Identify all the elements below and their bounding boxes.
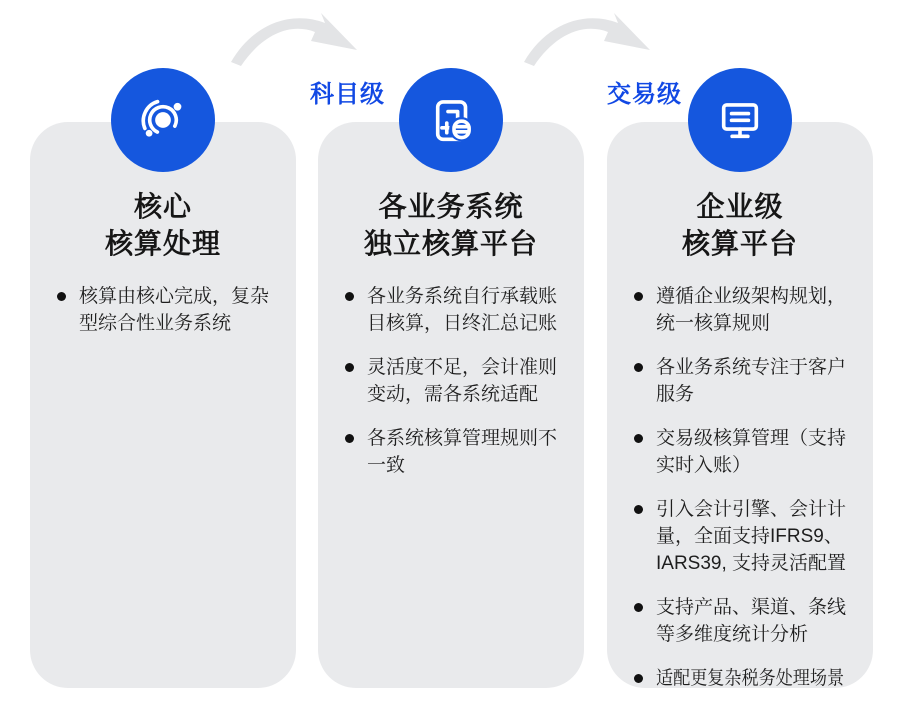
bullet-text: 各系统核算管理规则不一致 [367, 428, 558, 476]
bullet-dot [634, 292, 643, 301]
bullet-item [634, 425, 857, 479]
bullet-text: 各业务系统专注于客户服务 [656, 357, 847, 405]
card-title-line1: 各业务系统 [378, 191, 524, 222]
bullet-text: 灵活度不足，会计准则变动，需各系统适配 [367, 357, 558, 405]
bullet-item [634, 496, 857, 577]
ledger-calculator-icon [399, 68, 503, 172]
stage-label-subject-level: 科目级 [310, 81, 385, 108]
bullet-item [634, 594, 857, 648]
bullet-dot [634, 505, 643, 514]
monitor-icon [688, 68, 792, 172]
bullet-item [345, 425, 568, 479]
bullet-text: 支持产品、渠道、条线等多维度统计分析 [656, 597, 847, 645]
stage-label-transaction-level: 交易级 [607, 81, 682, 108]
bullet-dot [634, 434, 643, 443]
bullet-text: 各业务系统自行承载账目核算，日终汇总记账 [367, 286, 558, 334]
bullet-text: 核算由核心完成，复杂型综合性业务系统 [79, 286, 270, 334]
card-core-accounting [30, 122, 296, 688]
bullet-text: 交易级核算管理（支持实时入账） [656, 428, 847, 476]
bullet-list-core [30, 283, 296, 337]
card-title-enterprise [607, 188, 873, 262]
card-title-line2: 核算处理 [104, 228, 221, 259]
bullet-text: 遵循企业级架构规划，统一核算规则 [656, 286, 847, 334]
card-independent-accounting [318, 122, 584, 688]
bullet-dot [345, 292, 354, 301]
bullet-list-independent [318, 283, 584, 479]
bullet-dot [634, 674, 643, 683]
bullet-item [57, 283, 280, 337]
card-enterprise-accounting [607, 122, 873, 688]
bullet-item [634, 354, 857, 408]
card-title-line1: 企业级 [696, 191, 784, 222]
bullet-dot [57, 292, 66, 301]
bullet-text: 引入会计引擎、会计计量，全面支持IFRS9、IARS39, 支持灵活配置 [656, 499, 847, 574]
card-title-line2: 独立核算平台 [363, 228, 538, 259]
bullet-dot [345, 363, 354, 372]
card-title-line2: 核算平台 [681, 228, 798, 259]
card-title-core [30, 188, 296, 262]
curved-arrow-icon-1 [227, 8, 369, 72]
bullet-item [345, 283, 568, 337]
bullet-text: 适配更复杂税务处理场景 [656, 668, 845, 689]
bullet-item [345, 354, 568, 408]
card-title-line1: 核心 [133, 191, 192, 222]
curved-arrow-icon-2 [520, 8, 662, 72]
card-title-independent [318, 188, 584, 262]
bullet-dot [345, 434, 354, 443]
bullet-dot [634, 363, 643, 372]
bullet-dot [634, 603, 643, 612]
bullet-item [634, 283, 857, 337]
bullet-item [634, 665, 857, 692]
bullet-list-enterprise [607, 283, 873, 692]
orbit-icon [111, 68, 215, 172]
